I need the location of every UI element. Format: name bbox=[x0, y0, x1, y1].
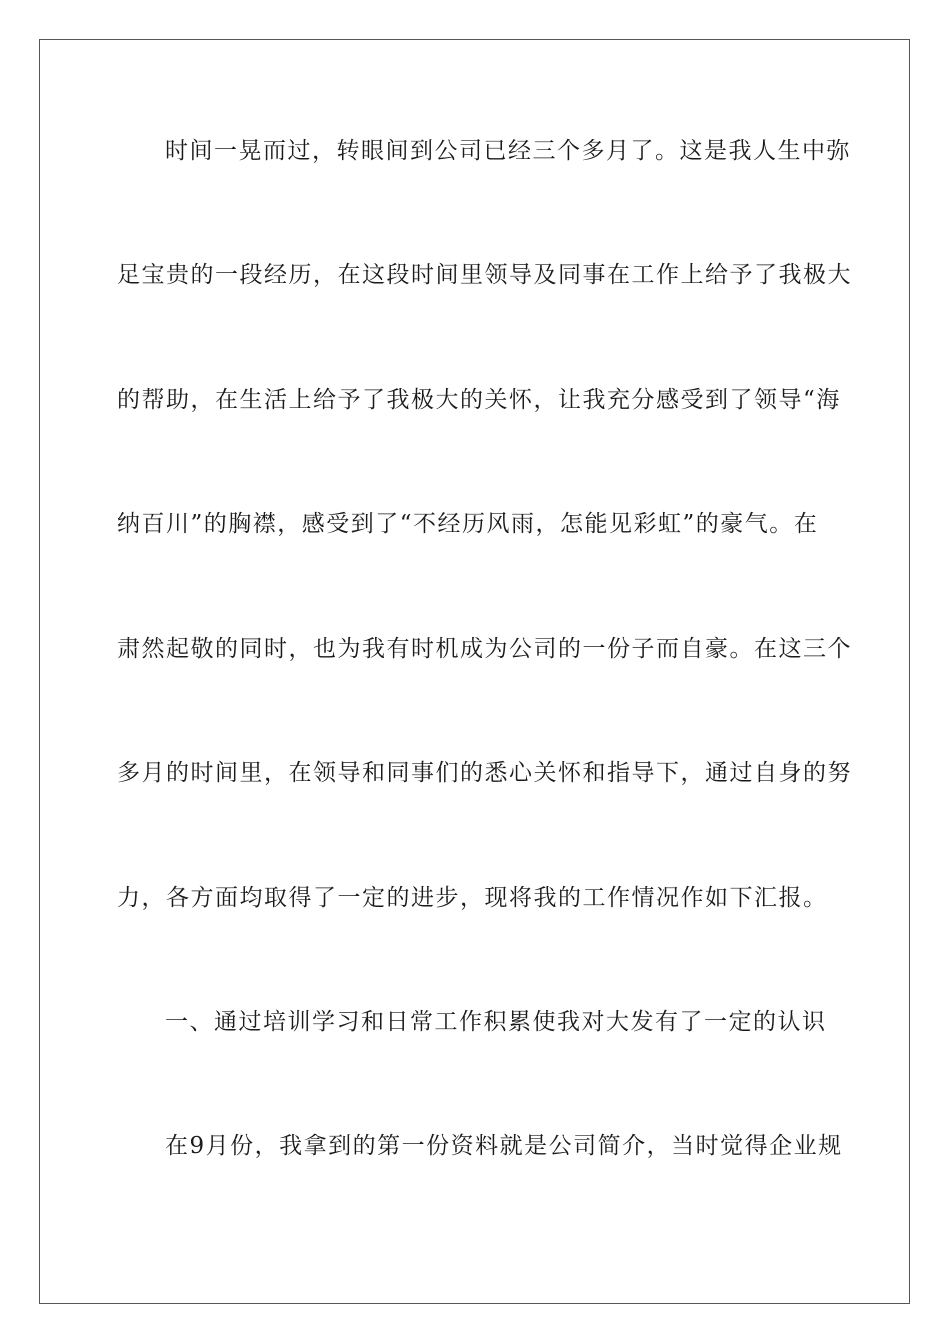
paragraph-line: 多月的时间里，在领导和同事们的悉心关怀和指导下，通过自身的努 bbox=[117, 760, 852, 786]
paragraph-line: 的帮助，在生活上给予了我极大的关怀，让我充分感受到了领导“海 bbox=[117, 387, 841, 413]
paragraph-line: 在9月份，我拿到的第一份资料就是公司简介，当时觉得企业规 bbox=[165, 1133, 843, 1159]
paragraph-line: 纳百川”的胸襟，感受到了“不经历风雨，怎能见彩虹”的豪气。在 bbox=[117, 511, 819, 537]
paragraph-line: 力，各方面均取得了一定的进步，现将我的工作情况作如下汇报。 bbox=[117, 885, 828, 911]
page-border bbox=[39, 39, 910, 1304]
section-heading: 一、通过培训学习和日常工作积累使我对大发有了一定的认识 bbox=[165, 1009, 827, 1035]
paragraph-line: 时间一晃而过，转眼间到公司已经三个多月了。这是我人生中弥 bbox=[165, 138, 851, 164]
paragraph-line: 肃然起敬的同时，也为我有时机成为公司的一份子而自豪。在这三个 bbox=[117, 636, 852, 662]
paragraph-line: 足宝贵的一段经历，在这段时间里领导及同事在工作上给予了我极大 bbox=[117, 262, 852, 288]
